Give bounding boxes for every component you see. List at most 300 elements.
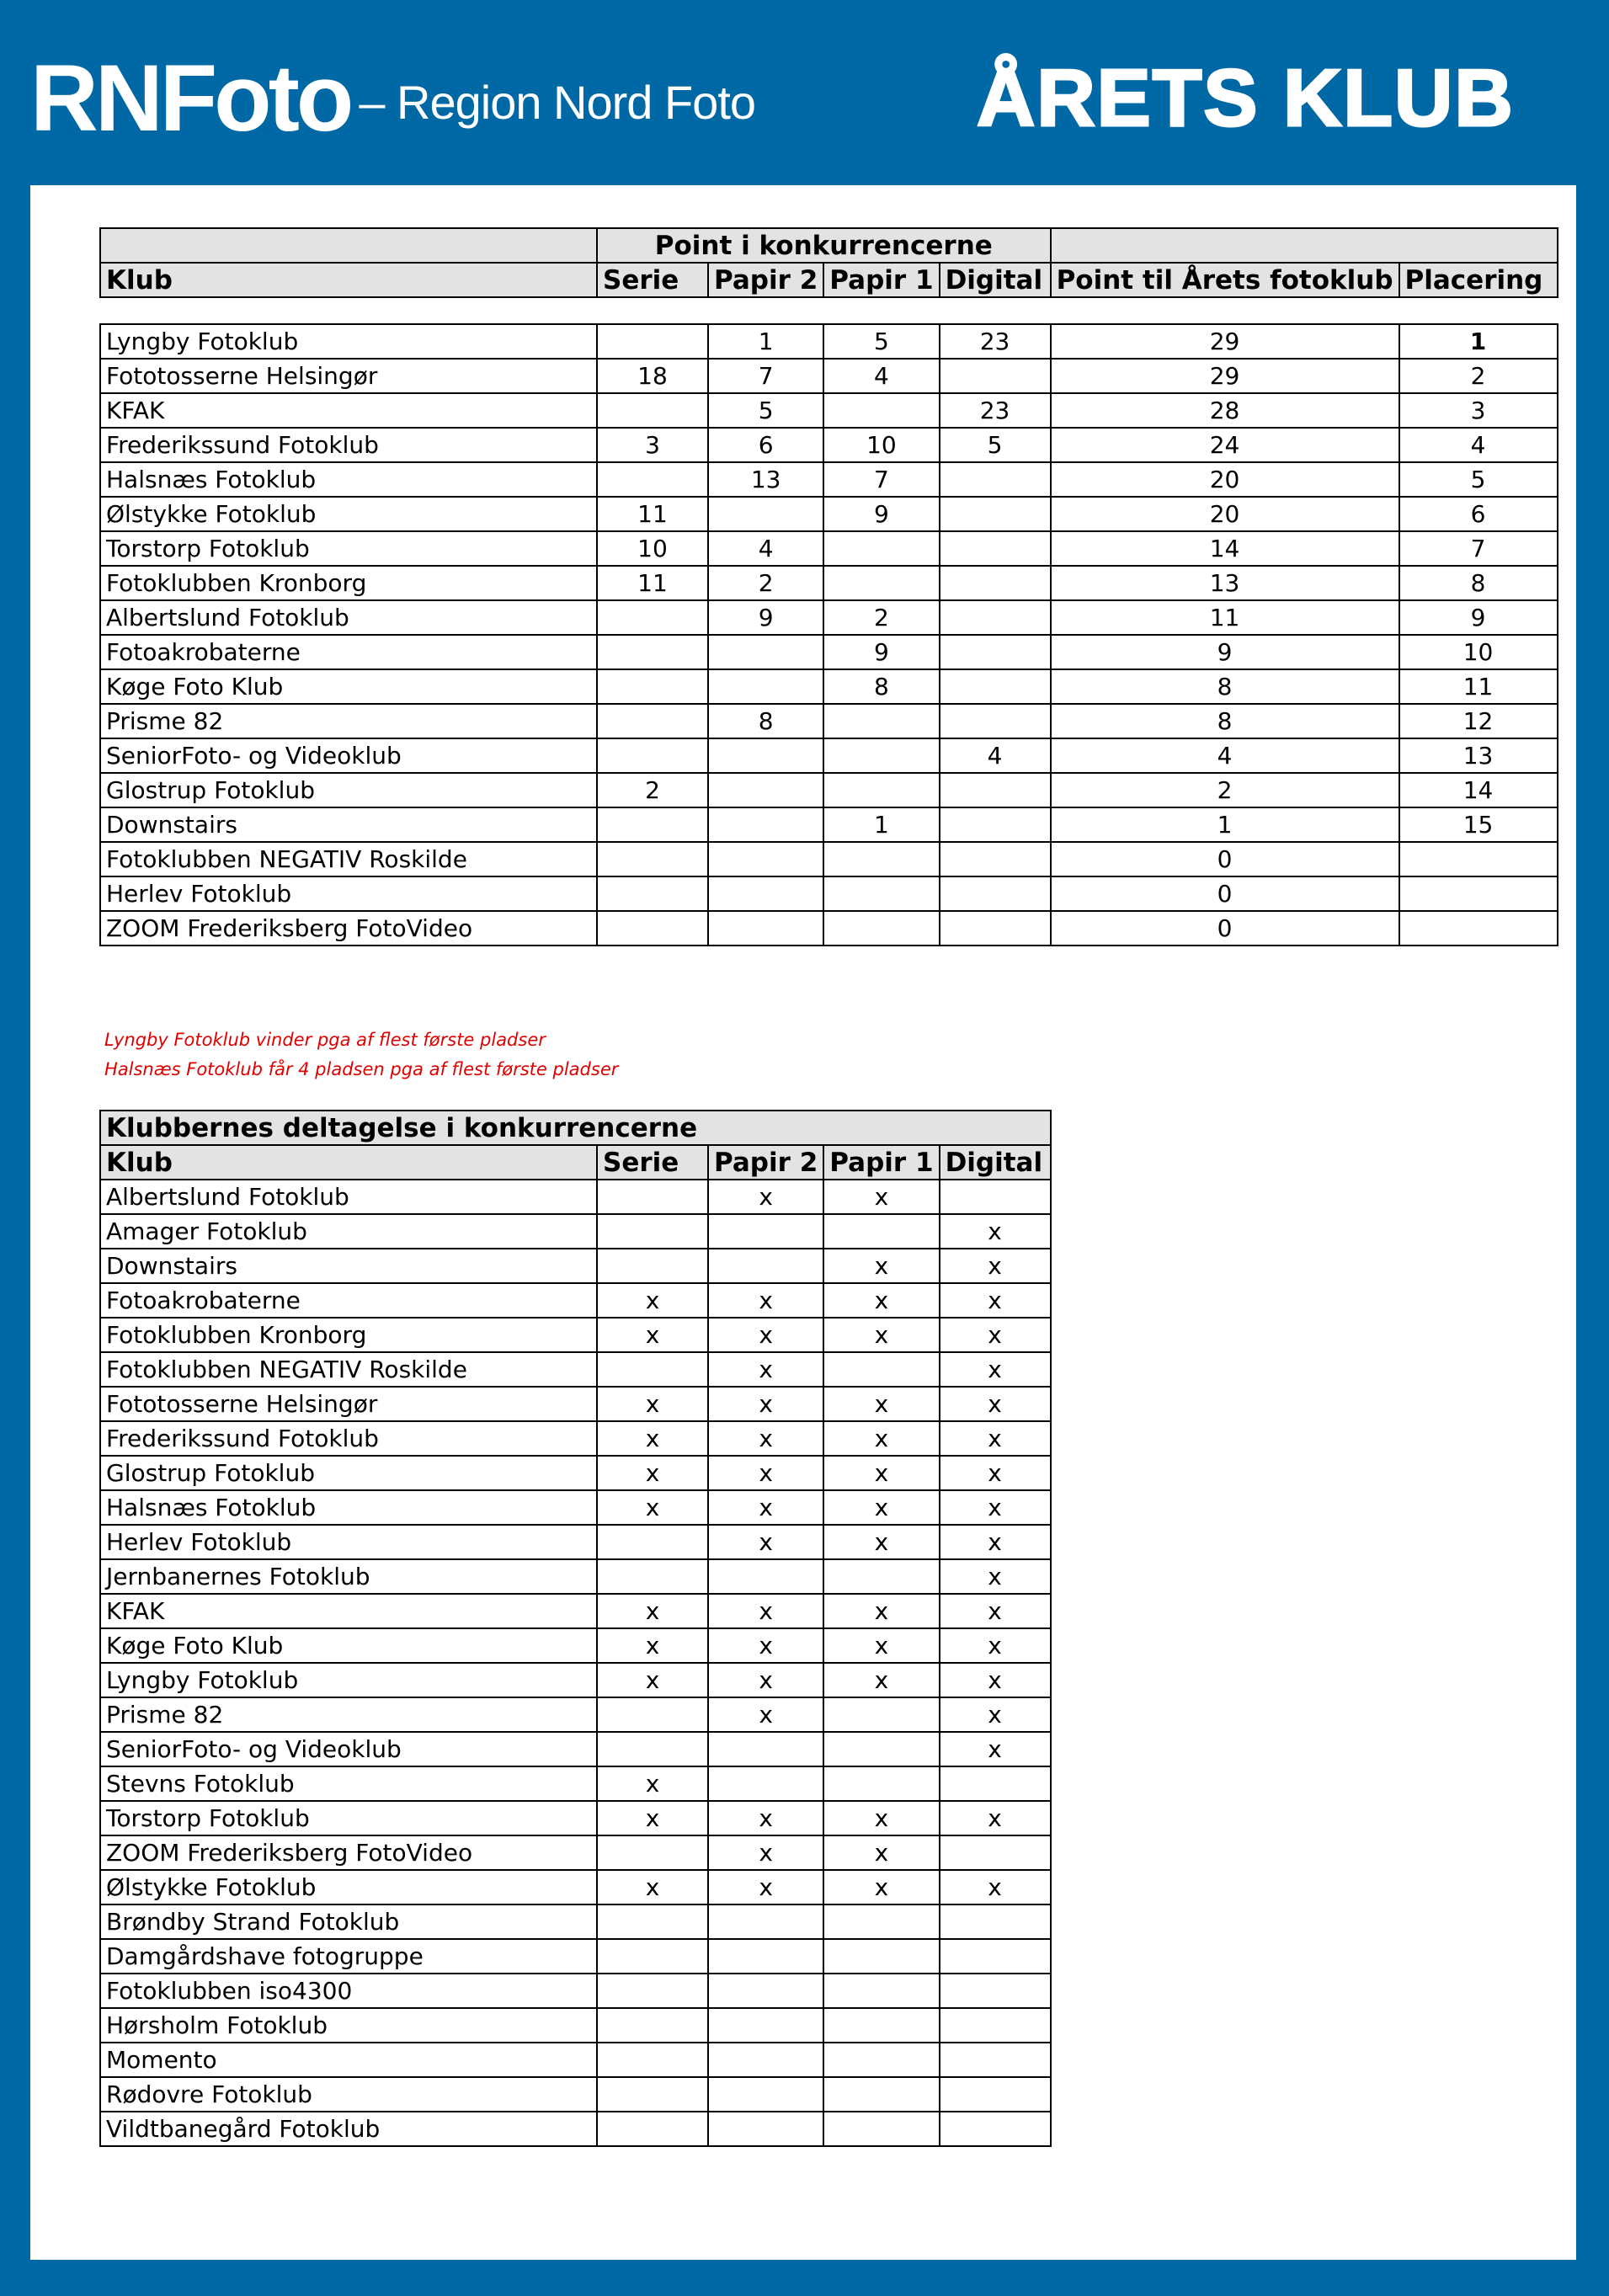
cell-klub: Fotoklubben Kronborg <box>100 1318 597 1352</box>
cell-digital <box>940 635 1051 669</box>
cell-papir2 <box>708 669 823 704</box>
cell-digital <box>940 1904 1051 1939</box>
cell-klub: Fotoakrobaterne <box>100 635 597 669</box>
cell-papir1: x <box>823 1663 939 1697</box>
cell-placering <box>1399 842 1558 876</box>
cell-papir1 <box>823 2043 939 2077</box>
cell-klub: Albertslund Fotoklub <box>100 600 597 635</box>
table-row <box>100 1870 1051 1904</box>
cell-papir1: x <box>823 1456 939 1490</box>
cell-papir1: x <box>823 1318 939 1352</box>
cell-klub: Damgårdshave fotogruppe <box>100 1939 597 1974</box>
cell-serie <box>597 393 708 428</box>
cell-serie: x <box>597 1766 708 1801</box>
cell-papir1: 4 <box>823 359 939 393</box>
cell-digital <box>940 807 1051 842</box>
cell-papir1 <box>823 704 939 738</box>
table-row <box>100 1318 1051 1352</box>
cell-papir2: 8 <box>708 704 823 738</box>
cell-papir1: 8 <box>823 669 939 704</box>
cell-klub: SeniorFoto- og Videoklub <box>100 1732 597 1766</box>
note-line: Lyngby Fotoklub vinder pga af flest første pladser <box>104 1030 546 1050</box>
cell-serie <box>597 669 708 704</box>
cell-klub: Fotoklubben NEGATIV Roskilde <box>100 842 597 876</box>
cell-papir2 <box>708 911 823 946</box>
cell-papir1: 9 <box>823 635 939 669</box>
cell-digital <box>940 497 1051 531</box>
cell-digital <box>940 1180 1051 1214</box>
cell-papir2: x <box>708 1352 823 1387</box>
cell-digital: x <box>940 1870 1051 1904</box>
cell-papir1: 5 <box>823 324 939 359</box>
cell-serie <box>597 2077 708 2112</box>
cell-digital: x <box>940 1801 1051 1835</box>
table-row <box>100 1559 1051 1594</box>
cell-serie <box>597 1525 708 1559</box>
cell-placering: 11 <box>1399 669 1558 704</box>
cell-digital: x <box>940 1663 1051 1697</box>
cell-serie: 2 <box>597 773 708 807</box>
col-header-papir1: Papir 1 <box>823 263 939 297</box>
table-row <box>100 876 1558 911</box>
cell-digital: 23 <box>940 324 1051 359</box>
group-header-blank <box>100 228 597 263</box>
col-header-serie: Serie <box>597 263 708 297</box>
cell-digital <box>940 773 1051 807</box>
table-row <box>100 2112 1051 2146</box>
cell-serie <box>597 1974 708 2008</box>
cell-klub: Albertslund Fotoklub <box>100 1180 597 1214</box>
cell-digital: 5 <box>940 428 1051 462</box>
cell-papir2: x <box>708 1180 823 1214</box>
cell-serie: x <box>597 1490 708 1525</box>
cell-klub: Ølstykke Fotoklub <box>100 497 597 531</box>
cell-digital: x <box>940 1594 1051 1628</box>
cell-papir1 <box>823 2008 939 2043</box>
cell-digital: x <box>940 1490 1051 1525</box>
cell-digital: x <box>940 1352 1051 1387</box>
cell-digital <box>940 842 1051 876</box>
cell-digital: x <box>940 1318 1051 1352</box>
cell-klub: Fotoklubben NEGATIV Roskilde <box>100 1352 597 1387</box>
cell-klub: Fotoakrobaterne <box>100 1283 597 1318</box>
table-row <box>100 600 1558 635</box>
cell-point-total: 9 <box>1051 635 1399 669</box>
cell-placering: 9 <box>1399 600 1558 635</box>
cell-papir2: x <box>708 1456 823 1490</box>
cell-point-total: 8 <box>1051 669 1399 704</box>
col-header-klub: Klub <box>100 1145 597 1180</box>
cell-point-total: 29 <box>1051 359 1399 393</box>
cell-papir2: 13 <box>708 462 823 497</box>
cell-serie: 10 <box>597 531 708 566</box>
col-header-klub: Klub <box>100 263 597 297</box>
table-row <box>100 1697 1051 1732</box>
cell-papir1 <box>823 1974 939 2008</box>
cell-papir2 <box>708 1766 823 1801</box>
cell-digital: x <box>940 1214 1051 1249</box>
cell-papir1: 7 <box>823 462 939 497</box>
cell-serie <box>597 738 708 773</box>
cell-serie <box>597 462 708 497</box>
cell-digital: 23 <box>940 393 1051 428</box>
participation-title: Klubbernes deltagelse i konkurrencerne <box>100 1111 1051 1145</box>
page-header <box>0 0 1609 185</box>
cell-placering: 2 <box>1399 359 1558 393</box>
points-table <box>99 227 1558 946</box>
cell-papir1 <box>823 1697 939 1732</box>
cell-papir2: x <box>708 1490 823 1525</box>
cell-papir2 <box>708 1559 823 1594</box>
cell-klub: Prisme 82 <box>100 704 597 738</box>
table-row <box>100 1387 1051 1421</box>
cell-klub: Frederikssund Fotoklub <box>100 428 597 462</box>
cell-klub: Køge Foto Klub <box>100 669 597 704</box>
cell-papir2 <box>708 1214 823 1249</box>
table-row <box>100 669 1558 704</box>
cell-placering: 15 <box>1399 807 1558 842</box>
table-row <box>100 1283 1051 1318</box>
cell-papir2: x <box>708 1318 823 1352</box>
cell-papir2: x <box>708 1628 823 1663</box>
cell-klub: Herlev Fotoklub <box>100 876 597 911</box>
table-row <box>100 1525 1051 1559</box>
cell-klub: Stevns Fotoklub <box>100 1766 597 1801</box>
cell-serie <box>597 876 708 911</box>
cell-serie: 11 <box>597 566 708 600</box>
table-row <box>100 1663 1051 1697</box>
cell-papir1 <box>823 1904 939 1939</box>
cell-serie <box>597 704 708 738</box>
cell-serie: x <box>597 1456 708 1490</box>
cell-serie <box>597 1180 708 1214</box>
cell-serie <box>597 1559 708 1594</box>
cell-digital: x <box>940 1283 1051 1318</box>
table-row <box>100 1939 1051 1974</box>
cell-papir2: x <box>708 1697 823 1732</box>
cell-klub: Amager Fotoklub <box>100 1214 597 1249</box>
cell-papir1: x <box>823 1387 939 1421</box>
cell-placering: 10 <box>1399 635 1558 669</box>
cell-papir1 <box>823 1214 939 1249</box>
table-row <box>100 531 1558 566</box>
table-row <box>100 462 1558 497</box>
cell-papir2 <box>708 738 823 773</box>
cell-papir2 <box>708 1249 823 1283</box>
table-row <box>100 1766 1051 1801</box>
cell-papir1 <box>823 393 939 428</box>
cell-papir2: x <box>708 1870 823 1904</box>
cell-papir2 <box>708 2008 823 2043</box>
cell-klub: Fotoklubben iso4300 <box>100 1974 597 2008</box>
cell-serie: 11 <box>597 497 708 531</box>
cell-serie: 3 <box>597 428 708 462</box>
cell-digital <box>940 704 1051 738</box>
cell-papir2: 4 <box>708 531 823 566</box>
col-header-placering: Placering <box>1399 263 1558 297</box>
cell-placering: 5 <box>1399 462 1558 497</box>
cell-digital: 4 <box>940 738 1051 773</box>
cell-papir1: 10 <box>823 428 939 462</box>
participation-table <box>99 1110 1052 2147</box>
cell-serie: x <box>597 1421 708 1456</box>
cell-klub: Herlev Fotoklub <box>100 1525 597 1559</box>
table-row <box>100 842 1558 876</box>
cell-klub: Køge Foto Klub <box>100 1628 597 1663</box>
cell-papir1: x <box>823 1490 939 1525</box>
cell-papir1 <box>823 773 939 807</box>
cell-klub: Lyngby Fotoklub <box>100 324 597 359</box>
cell-papir1: x <box>823 1525 939 1559</box>
cell-serie: x <box>597 1594 708 1628</box>
table-row <box>100 1974 1051 2008</box>
cell-papir2: x <box>708 1421 823 1456</box>
cell-papir2: 9 <box>708 600 823 635</box>
cell-papir1: x <box>823 1628 939 1663</box>
cell-point-total: 0 <box>1051 842 1399 876</box>
cell-papir2: x <box>708 1835 823 1870</box>
cell-serie <box>597 1249 708 1283</box>
cell-digital <box>940 1939 1051 1974</box>
cell-point-total: 24 <box>1051 428 1399 462</box>
cell-klub: Halsnæs Fotoklub <box>100 462 597 497</box>
cell-papir2: x <box>708 1525 823 1559</box>
cell-point-total: 11 <box>1051 600 1399 635</box>
cell-papir1: x <box>823 1421 939 1456</box>
cell-serie <box>597 1732 708 1766</box>
cell-digital <box>940 1766 1051 1801</box>
col-header-digital: Digital <box>940 263 1051 297</box>
cell-placering: 14 <box>1399 773 1558 807</box>
cell-digital: x <box>940 1559 1051 1594</box>
cell-papir2: x <box>708 1283 823 1318</box>
note-line: Halsnæs Fotoklub får 4 pladsen pga af flest første pladser <box>104 1059 619 1079</box>
cell-klub: ZOOM Frederiksberg FotoVideo <box>100 1835 597 1870</box>
cell-digital <box>940 359 1051 393</box>
cell-placering: 8 <box>1399 566 1558 600</box>
cell-papir2 <box>708 497 823 531</box>
cell-papir2 <box>708 876 823 911</box>
table-row <box>100 393 1558 428</box>
cell-klub: Vildtbanegård Fotoklub <box>100 2112 597 2146</box>
cell-papir1: x <box>823 1594 939 1628</box>
cell-klub: Frederikssund Fotoklub <box>100 1421 597 1456</box>
table-row <box>100 2077 1051 2112</box>
cell-papir2: 2 <box>708 566 823 600</box>
spacer-row <box>100 297 1558 324</box>
cell-digital: x <box>940 1628 1051 1663</box>
cell-papir2 <box>708 1732 823 1766</box>
cell-papir1: x <box>823 1835 939 1870</box>
cell-serie: x <box>597 1628 708 1663</box>
cell-papir2: 5 <box>708 393 823 428</box>
cell-serie <box>597 1214 708 1249</box>
cell-digital: x <box>940 1456 1051 1490</box>
table-row <box>100 1352 1051 1387</box>
cell-klub: Torstorp Fotoklub <box>100 1801 597 1835</box>
cell-digital: x <box>940 1249 1051 1283</box>
cell-digital <box>940 669 1051 704</box>
cell-serie <box>597 1835 708 1870</box>
cell-klub: SeniorFoto- og Videoklub <box>100 738 597 773</box>
cell-papir1: x <box>823 1870 939 1904</box>
cell-klub: Prisme 82 <box>100 1697 597 1732</box>
cell-serie: 18 <box>597 359 708 393</box>
cell-serie <box>597 1352 708 1387</box>
cell-papir1 <box>823 738 939 773</box>
points-group-header: Point i konkurrencerne <box>597 228 1051 263</box>
cell-digital: x <box>940 1421 1051 1456</box>
table-row <box>100 497 1558 531</box>
cell-klub: Downstairs <box>100 1249 597 1283</box>
cell-klub: Fototosserne Helsingør <box>100 1387 597 1421</box>
cell-papir1 <box>823 1352 939 1387</box>
table-row <box>100 1249 1051 1283</box>
cell-digital <box>940 531 1051 566</box>
cell-papir1 <box>823 911 939 946</box>
cell-point-total: 0 <box>1051 911 1399 946</box>
cell-klub: Fotoklubben Kronborg <box>100 566 597 600</box>
table-row <box>100 1490 1051 1525</box>
notes <box>104 1025 618 1084</box>
cell-serie <box>597 2112 708 2146</box>
cell-papir2: 6 <box>708 428 823 462</box>
cell-papir2 <box>708 842 823 876</box>
cell-digital <box>940 2077 1051 2112</box>
cell-serie <box>597 600 708 635</box>
group-header-blank <box>1051 228 1558 263</box>
table-row <box>100 635 1558 669</box>
cell-papir1 <box>823 566 939 600</box>
cell-serie <box>597 807 708 842</box>
table-row <box>100 2008 1051 2043</box>
cell-papir1: x <box>823 1801 939 1835</box>
cell-serie <box>597 1697 708 1732</box>
cell-point-total: 4 <box>1051 738 1399 773</box>
logo-sub-text: – Region Nord Foto <box>359 76 756 129</box>
cell-papir1: x <box>823 1283 939 1318</box>
cell-papir1 <box>823 1766 939 1801</box>
cell-point-total: 28 <box>1051 393 1399 428</box>
table-row <box>100 1594 1051 1628</box>
cell-klub: Brøndby Strand Fotoklub <box>100 1904 597 1939</box>
table-row <box>100 911 1558 946</box>
table-row <box>100 1214 1051 1249</box>
cell-papir1 <box>823 842 939 876</box>
table-row <box>100 566 1558 600</box>
table-row <box>100 738 1558 773</box>
cell-serie <box>597 2043 708 2077</box>
table-row <box>100 1801 1051 1835</box>
cell-klub: Fototosserne Helsingør <box>100 359 597 393</box>
cell-serie <box>597 635 708 669</box>
cell-serie: x <box>597 1387 708 1421</box>
col-header-serie: Serie <box>597 1145 708 1180</box>
cell-point-total: 20 <box>1051 462 1399 497</box>
cell-papir1 <box>823 531 939 566</box>
table-row <box>100 1732 1051 1766</box>
col-header-digital: Digital <box>940 1145 1051 1180</box>
cell-placering <box>1399 911 1558 946</box>
cell-papir2: x <box>708 1594 823 1628</box>
cell-serie <box>597 842 708 876</box>
col-header-papir2: Papir 2 <box>708 1145 823 1180</box>
cell-papir2 <box>708 773 823 807</box>
cell-placering: 4 <box>1399 428 1558 462</box>
cell-papir2: 7 <box>708 359 823 393</box>
cell-klub: Momento <box>100 2043 597 2077</box>
cell-klub: Rødovre Fotoklub <box>100 2077 597 2112</box>
cell-papir2 <box>708 2043 823 2077</box>
cell-serie <box>597 1939 708 1974</box>
table-row <box>100 1456 1051 1490</box>
cell-digital <box>940 600 1051 635</box>
cell-digital: x <box>940 1697 1051 1732</box>
logo-main-text: RNFoto <box>30 45 351 151</box>
table-row <box>100 428 1558 462</box>
cell-placering: 6 <box>1399 497 1558 531</box>
cell-papir1 <box>823 2077 939 2112</box>
page-title: ÅRETS KLUB <box>977 53 1515 143</box>
cell-klub: Glostrup Fotoklub <box>100 1456 597 1490</box>
cell-point-total: 0 <box>1051 876 1399 911</box>
cell-papir2 <box>708 1974 823 2008</box>
cell-serie: x <box>597 1318 708 1352</box>
cell-placering: 3 <box>1399 393 1558 428</box>
col-header-point-total: Point til Årets fotoklub <box>1051 263 1399 297</box>
cell-klub: Halsnæs Fotoklub <box>100 1490 597 1525</box>
col-header-papir1: Papir 1 <box>823 1145 939 1180</box>
table-row <box>100 359 1558 393</box>
cell-klub: KFAK <box>100 1594 597 1628</box>
cell-digital <box>940 1835 1051 1870</box>
cell-klub: Hørsholm Fotoklub <box>100 2008 597 2043</box>
cell-papir1: x <box>823 1180 939 1214</box>
cell-serie: x <box>597 1801 708 1835</box>
cell-digital <box>940 911 1051 946</box>
points-column-header-row <box>100 263 1558 297</box>
cell-papir2: x <box>708 1387 823 1421</box>
cell-point-total: 20 <box>1051 497 1399 531</box>
cell-digital: x <box>940 1732 1051 1766</box>
cell-digital: x <box>940 1387 1051 1421</box>
cell-point-total: 2 <box>1051 773 1399 807</box>
cell-papir2 <box>708 635 823 669</box>
cell-point-total: 1 <box>1051 807 1399 842</box>
cell-klub: Downstairs <box>100 807 597 842</box>
cell-serie <box>597 324 708 359</box>
cell-placering: 13 <box>1399 738 1558 773</box>
cell-papir1: 9 <box>823 497 939 531</box>
cell-point-total: 13 <box>1051 566 1399 600</box>
cell-papir1 <box>823 1559 939 1594</box>
participation-title-row <box>100 1111 1051 1145</box>
table-row <box>100 1628 1051 1663</box>
cell-digital <box>940 2008 1051 2043</box>
cell-serie <box>597 1904 708 1939</box>
cell-papir1 <box>823 876 939 911</box>
table-row <box>100 704 1558 738</box>
cell-papir2: 1 <box>708 324 823 359</box>
cell-digital <box>940 2112 1051 2146</box>
cell-klub: Jernbanernes Fotoklub <box>100 1559 597 1594</box>
cell-placering: 7 <box>1399 531 1558 566</box>
table-row <box>100 807 1558 842</box>
cell-serie <box>597 2008 708 2043</box>
col-header-papir2: Papir 2 <box>708 263 823 297</box>
cell-papir2 <box>708 2077 823 2112</box>
cell-papir2 <box>708 1939 823 1974</box>
